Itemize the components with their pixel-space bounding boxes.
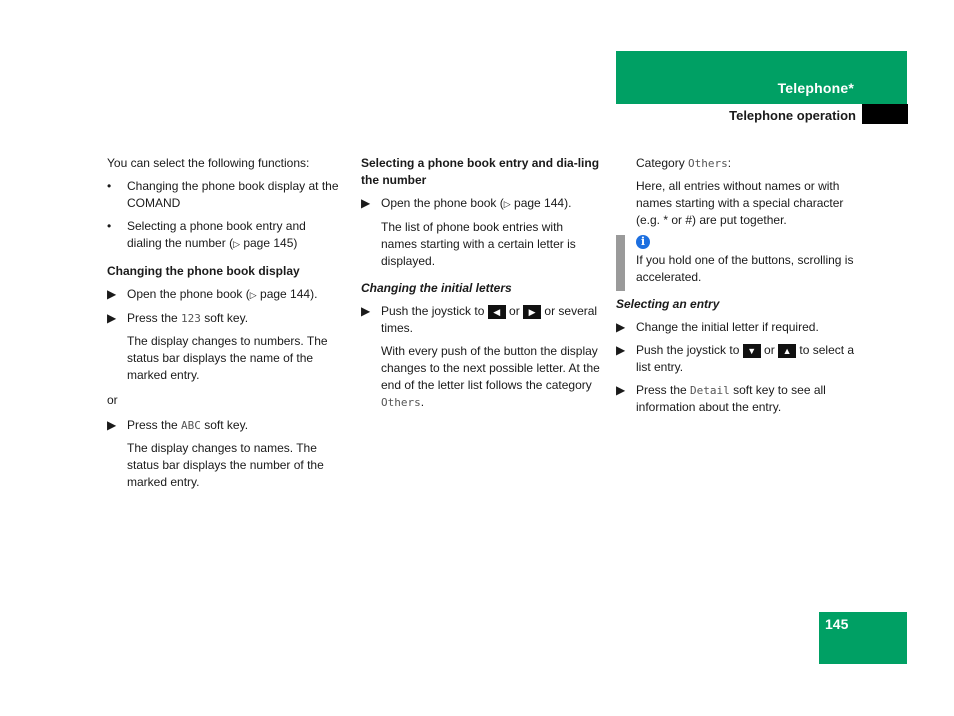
bullet-icon: • bbox=[107, 219, 112, 233]
page-ref-icon: ▷ bbox=[233, 239, 240, 249]
joystick-left-icon: ◀ bbox=[488, 305, 506, 319]
step-arrow-icon: ▶ bbox=[616, 343, 626, 357]
step-result: The display changes to numbers. The status bar displays the name of the marked entry. bbox=[127, 334, 328, 382]
section-tab-marker bbox=[862, 104, 908, 124]
section-heading: Changing the phone book display bbox=[107, 264, 300, 278]
column-3 bbox=[616, 155, 856, 422]
step-item: ▶ Press the Detail soft key to see all information about the entry. bbox=[616, 383, 826, 414]
subsection-heading: Selecting an entry bbox=[616, 297, 720, 311]
step-arrow-icon: ▶ bbox=[616, 320, 626, 334]
step-arrow-icon: ▶ bbox=[107, 287, 117, 301]
intro-text: You can select the following functions: bbox=[107, 156, 310, 170]
step-arrow-icon: ▶ bbox=[361, 304, 371, 318]
page-number: 145 bbox=[825, 616, 849, 632]
chapter-title: Telephone* bbox=[777, 80, 854, 96]
section-title: Telephone operation bbox=[729, 108, 856, 123]
step-arrow-icon: ▶ bbox=[107, 311, 117, 325]
step-item: ▶ Press the 123 soft key. bbox=[107, 311, 249, 325]
step-item: ▶ Press the ABC soft key. bbox=[107, 418, 249, 432]
step-arrow-icon: ▶ bbox=[107, 418, 117, 432]
subsection-heading: Changing the initial letters bbox=[361, 281, 512, 295]
info-text: If you hold one of the buttons, scrolling is accelerated. bbox=[636, 253, 854, 284]
column-1 bbox=[107, 155, 343, 497]
or-text: or bbox=[107, 393, 118, 407]
step-arrow-icon: ▶ bbox=[361, 196, 371, 210]
joystick-right-icon: ▶ bbox=[523, 305, 541, 319]
step-result: The display changes to names. The status bar displays the number of the marked entry. bbox=[127, 441, 324, 489]
chapter-header-box bbox=[616, 51, 907, 104]
bullet-item: • Selecting a phone book entry and dialing the number (▷ page 145) bbox=[107, 219, 306, 250]
page-ref-icon: ▷ bbox=[503, 199, 511, 209]
page-ref-icon: ▷ bbox=[249, 290, 257, 300]
step-item: ▶ Open the phone book (▷ page 144). bbox=[361, 196, 572, 210]
step-result: With every push of the button the display changes to the next possible letter. At the end of the letter list follows the category Others. bbox=[381, 344, 600, 409]
joystick-down-icon: ▼ bbox=[743, 344, 761, 358]
info-icon: i bbox=[636, 235, 650, 249]
step-item: ▶ Push the joystick to ▼ or ▲ to select a list entry. bbox=[616, 343, 855, 374]
category-label: Others bbox=[381, 396, 421, 409]
softkey-label: 123 bbox=[181, 312, 201, 325]
column-2 bbox=[361, 155, 601, 417]
category-line: Category Others: bbox=[636, 156, 732, 170]
category-description: Here, all entries without names or with names starting with a special character (e.g. * or #) are put together. bbox=[636, 179, 844, 227]
step-item: ▶ Change the initial letter if required. bbox=[616, 320, 819, 334]
softkey-label: ABC bbox=[181, 419, 201, 432]
joystick-up-icon: ▲ bbox=[778, 344, 796, 358]
step-item: ▶ Open the phone book (▷ page 144). bbox=[107, 287, 318, 301]
step-arrow-icon: ▶ bbox=[616, 383, 626, 397]
category-label: Others bbox=[688, 157, 728, 170]
info-note bbox=[616, 235, 856, 286]
softkey-label: Detail bbox=[690, 384, 730, 397]
info-bar bbox=[616, 235, 625, 291]
bullet-item: • Changing the phone book display at the COMAND bbox=[107, 179, 339, 210]
bullet-icon: • bbox=[107, 179, 112, 193]
step-item: ▶ Push the joystick to ◀ or ▶ or several times. bbox=[361, 304, 598, 335]
page-number-box bbox=[819, 612, 907, 664]
step-result: The list of phone book entries with names starting with a certain letter is displayed. bbox=[381, 220, 576, 268]
section-heading: Selecting a phone book entry and dia-ling the number bbox=[361, 156, 600, 187]
